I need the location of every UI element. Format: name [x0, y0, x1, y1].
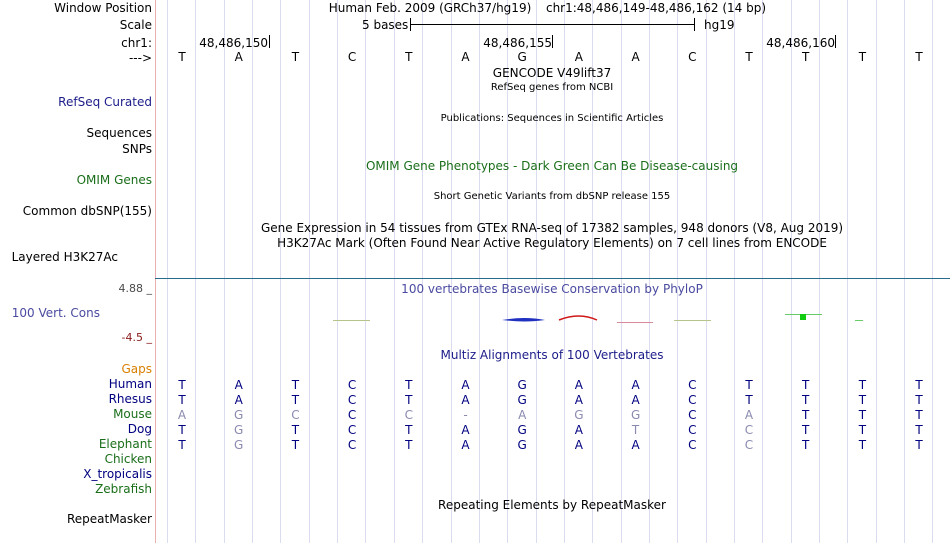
track-divider: [155, 278, 950, 279]
aligned-base: T: [178, 423, 186, 437]
coord-tick-label-1: 48,486,150: [199, 36, 268, 50]
species-label-mouse[interactable]: Mouse: [113, 407, 152, 421]
reference-base: T: [291, 50, 300, 64]
aligned-base: T: [405, 393, 413, 407]
aligned-base: A: [744, 408, 754, 422]
aligned-base: G: [517, 378, 527, 392]
aligned-base: A: [461, 423, 470, 437]
aligned-base: C: [347, 408, 357, 422]
coord-tick-3: [835, 35, 836, 48]
assembly-name: Human Feb. 2009 (GRCh37/hg19): [328, 1, 532, 15]
coord-tick-1: [269, 35, 270, 48]
reference-base: A: [574, 50, 583, 64]
reference-base: T: [858, 50, 867, 64]
aligned-base: T: [858, 393, 867, 407]
aligned-base: T: [915, 423, 923, 437]
aligned-base: C: [688, 378, 697, 392]
aligned-base: C: [347, 438, 357, 452]
aligned-base: C: [688, 423, 697, 437]
reference-base: T: [802, 50, 810, 64]
scale-bar-left-tick: [410, 18, 411, 31]
aligned-base: T: [915, 438, 923, 452]
aligned-base: A: [461, 438, 470, 452]
gencode-track-title[interactable]: GENCODE V49lift37: [492, 66, 612, 80]
aligned-base: G: [517, 423, 527, 437]
species-label-rhesus[interactable]: Rhesus: [108, 392, 152, 406]
aligned-base: A: [518, 408, 527, 422]
multiz-track-desc[interactable]: Multiz Alignments of 100 Vertebrates: [440, 348, 664, 362]
aligned-base: A: [574, 423, 583, 437]
aligned-base: T: [405, 438, 413, 452]
phylop-mark-3: [559, 316, 597, 320]
reference-base: A: [631, 50, 640, 64]
dbsnp-track-label[interactable]: Common dbSNP(155): [22, 204, 152, 218]
aligned-base: C: [744, 423, 754, 437]
species-label-human[interactable]: Human: [108, 377, 152, 391]
sequences-track-label[interactable]: Sequences: [86, 126, 152, 140]
aligned-base: G: [234, 408, 244, 422]
scale-bar: [410, 24, 695, 25]
aligned-base: G: [234, 438, 244, 452]
species-label-gaps[interactable]: Gaps: [121, 362, 152, 376]
refseq-track-label[interactable]: RefSeq Curated: [58, 95, 152, 109]
aligned-base: A: [631, 393, 640, 407]
aligned-base: A: [631, 438, 640, 452]
aligned-base: G: [574, 408, 584, 422]
db-name: hg19: [704, 18, 735, 32]
aligned-base: C: [347, 393, 357, 407]
aligned-base: T: [802, 408, 810, 422]
aligned-base: T: [291, 438, 300, 452]
repeatmasker-track-desc[interactable]: Repeating Elements by RepeatMasker: [438, 498, 666, 512]
aligned-base: T: [405, 423, 413, 437]
aligned-base: A: [574, 438, 583, 452]
window-position-label: Window Position: [54, 1, 152, 15]
species-label-zebrafish[interactable]: Zebrafish: [95, 482, 152, 496]
aligned-base: T: [915, 378, 923, 392]
aligned-base: C: [404, 408, 413, 422]
species-label-x_tropicalis[interactable]: X_tropicalis: [83, 467, 152, 481]
reference-base: T: [178, 50, 186, 64]
phylop-track-desc[interactable]: 100 vertebrates Basewise Conservation by PhyloP: [401, 282, 703, 296]
aligned-base: T: [291, 378, 300, 392]
aligned-base: T: [178, 378, 186, 392]
aligned-base: C: [347, 378, 357, 392]
phylop-wiggle: [155, 300, 950, 330]
reference-base: G: [517, 50, 527, 64]
chrom-label: chr1:: [121, 36, 152, 50]
aligned-base: T: [631, 423, 640, 437]
species-label-chicken[interactable]: Chicken: [104, 452, 152, 466]
scale-text: 5 bases: [362, 18, 409, 32]
publications-track-desc[interactable]: Publications: Sequences in Scientific Articles: [440, 113, 664, 124]
aligned-base: C: [688, 438, 697, 452]
phylop-max-value: 4.88 _: [118, 282, 152, 295]
aligned-base: T: [178, 438, 186, 452]
label-column-divider: [155, 0, 156, 543]
aligned-base: T: [915, 393, 923, 407]
omim-track-label[interactable]: OMIM Genes: [76, 173, 152, 187]
coord-tick-label-3: 48,486,160: [766, 36, 835, 50]
repeatmasker-track-label[interactable]: RepeatMasker: [66, 512, 152, 526]
aligned-base: A: [461, 378, 470, 392]
aligned-base: T: [802, 423, 810, 437]
reference-base: T: [405, 50, 413, 64]
aligned-base: A: [234, 393, 243, 407]
aligned-base: T: [858, 423, 867, 437]
reference-base: C: [688, 50, 697, 64]
phylop-min-value: -4.5 _: [121, 331, 152, 344]
aligned-base: C: [688, 393, 697, 407]
aligned-base: C: [291, 408, 300, 422]
aligned-base: T: [405, 378, 413, 392]
scale-bar-right-tick: [694, 18, 695, 31]
dbsnp-track-desc[interactable]: Short Genetic Variants from dbSNP release 155: [433, 191, 671, 202]
aligned-base: T: [291, 393, 300, 407]
species-label-dog[interactable]: Dog: [127, 422, 152, 436]
position-readout: chr1:48,486,149-48,486,162 (14 bp): [545, 1, 767, 15]
aligned-base: A: [574, 378, 583, 392]
aligned-base: T: [858, 438, 867, 452]
aligned-base: T: [745, 378, 753, 392]
reference-base: A: [234, 50, 243, 64]
reference-base: T: [745, 50, 753, 64]
aligned-base: T: [802, 438, 810, 452]
aligned-base: T: [802, 393, 810, 407]
phylop-mark-2: [502, 318, 545, 322]
aligned-base: G: [630, 408, 641, 422]
species-label-elephant[interactable]: Elephant: [98, 437, 152, 451]
cons-track-label[interactable]: 100 Vert. Cons: [11, 306, 100, 320]
refseq-track-desc[interactable]: RefSeq genes from NCBI: [490, 82, 614, 93]
h3k27ac-track-label[interactable]: Layered H3K27Ac: [11, 250, 118, 264]
snps-track-label[interactable]: SNPs: [122, 142, 152, 156]
aligned-base: C: [744, 438, 754, 452]
aligned-base: A: [574, 393, 583, 407]
gtex-track-desc[interactable]: Gene Expression in 54 tissues from GTEx RNA-seq of 17382 samples, 948 donors (V8, Aug 2019): [260, 221, 844, 235]
scale-label: Scale: [119, 18, 152, 32]
aligned-base: T: [745, 393, 753, 407]
aligned-base: A: [631, 378, 640, 392]
aligned-base: T: [858, 378, 867, 392]
aligned-base: T: [858, 408, 867, 422]
aligned-base: T: [178, 393, 186, 407]
coord-tick-2: [552, 35, 553, 48]
phylop-mark-7: [800, 314, 806, 320]
reference-base: C: [347, 50, 357, 64]
aligned-base: T: [291, 423, 300, 437]
aligned-base: C: [347, 423, 357, 437]
h3k27ac-track-desc[interactable]: H3K27Ac Mark (Often Found Near Active Regulatory Elements) on 7 cell lines from ENCODE: [277, 236, 827, 250]
aligned-base: G: [517, 393, 527, 407]
reference-base: T: [915, 50, 923, 64]
aligned-base: A: [234, 378, 243, 392]
aligned-base: G: [234, 423, 244, 437]
aligned-base: T: [915, 408, 923, 422]
aligned-base: G: [517, 438, 527, 452]
aligned-base: A: [177, 408, 187, 422]
strand-label: --->: [128, 51, 152, 65]
aligned-base: -: [463, 408, 468, 422]
aligned-base: A: [461, 393, 470, 407]
omim-track-desc[interactable]: OMIM Gene Phenotypes - Dark Green Can Be Disease-causing: [365, 159, 739, 173]
reference-base: A: [461, 50, 470, 64]
coord-tick-label-2: 48,486,155: [483, 36, 552, 50]
aligned-base: T: [802, 378, 810, 392]
aligned-base: C: [688, 408, 697, 422]
